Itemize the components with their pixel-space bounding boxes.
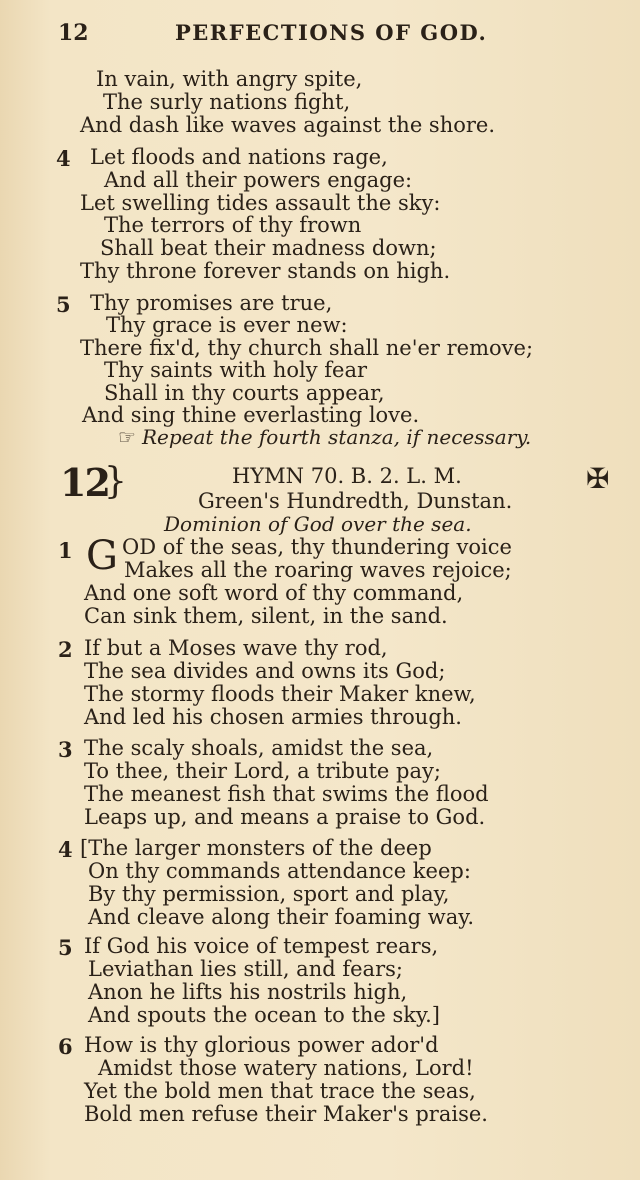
page-number: 12	[58, 20, 89, 46]
stanza-number: 5	[56, 292, 71, 317]
verse-line: On thy commands attendance keep:	[88, 859, 471, 883]
stanza-number: 3	[58, 737, 73, 762]
verse-line: Bold men refuse their Maker's praise.	[84, 1102, 488, 1126]
verse-line: OD of the seas, thy thundering voice	[122, 535, 512, 559]
page-header	[0, 20, 640, 50]
verse-line: In vain, with angry spite,	[96, 67, 363, 91]
verse-line: If but a Moses wave thy rod,	[84, 636, 388, 660]
verse-line: The terrors of thy frown	[104, 213, 362, 237]
pointing-hand-icon: ☞	[118, 425, 136, 449]
verse-line: Let swelling tides assault the sky:	[80, 191, 441, 215]
verse-line: And all their powers engage:	[104, 168, 413, 192]
verse-line: The scaly shoals, amidst the sea,	[84, 736, 434, 760]
brace-mark: }	[104, 461, 127, 502]
verse-line: How is thy glorious power ador'd	[84, 1033, 439, 1057]
verse-line: Amidst those watery nations, Lord!	[98, 1056, 474, 1080]
stanza-number: 5	[58, 935, 73, 960]
hymn-section-number: 12	[60, 460, 109, 505]
verse-line: [The larger monsters of the deep	[80, 836, 432, 860]
stanza-number: 6	[58, 1034, 73, 1059]
drop-cap: G	[86, 533, 118, 579]
verse-line: Shall in thy courts appear,	[104, 381, 385, 405]
repeat-note	[118, 425, 531, 449]
verse-line: Thy promises are true,	[90, 291, 333, 315]
verse-line: The meanest fish that swims the flood	[84, 782, 489, 806]
verse-line: Anon he lifts his nostrils high,	[88, 980, 408, 1004]
verse-line: Let floods and nations rage,	[90, 145, 388, 169]
verse-line: To thee, their Lord, a tribute pay;	[84, 759, 441, 783]
verse-line: By thy permission, sport and play,	[88, 882, 450, 906]
running-head: PERFECTIONS OF GOD.	[175, 20, 488, 45]
verse-line: Thy throne forever stands on high.	[80, 259, 451, 283]
verse-line: Makes all the roaring waves rejoice;	[124, 558, 512, 582]
verse-line: And one soft word of thy command,	[84, 581, 464, 605]
hymn-tunes: Green's Hundredth, Dunstan.	[198, 489, 513, 513]
verse-line: And spouts the ocean to the sky.]	[88, 1003, 440, 1027]
stanza-number: 4	[58, 837, 73, 862]
note-text: Repeat the fourth stanza, if necessary.	[141, 425, 532, 449]
verse-line: Leaps up, and means a praise to God.	[84, 805, 486, 829]
verse-line: The stormy floods their Maker knew,	[84, 682, 476, 706]
verse-line: Can sink them, silent, in the sand.	[84, 604, 448, 628]
verse-line: Leviathan lies still, and fears;	[88, 957, 403, 981]
stanza-number: 1	[58, 538, 73, 563]
verse-line: And dash like waves against the shore.	[80, 113, 496, 137]
stanza-number: 2	[58, 637, 73, 662]
verse-line: The surly nations fight,	[103, 90, 351, 114]
verse-line: Thy grace is ever new:	[106, 313, 348, 337]
stanza-number: 4	[56, 146, 71, 171]
hymn-title: HYMN 70. B. 2. L. M.	[232, 464, 462, 488]
verse-line: There fix'd, thy church shall ne'er remove;	[80, 336, 534, 360]
verse-line: If God his voice of tempest rears,	[84, 934, 439, 958]
verse-line: Thy saints with holy fear	[104, 358, 368, 382]
verse-line: Shall beat their madness down;	[100, 236, 437, 260]
verse-line: And led his chosen armies through.	[84, 705, 462, 729]
verse-line: The sea divides and owns its God;	[84, 659, 446, 683]
verse-line: And cleave along their foaming way.	[88, 905, 474, 929]
verse-line: Yet the bold men that trace the seas,	[84, 1079, 476, 1103]
hymn-subject: Dominion of God over the sea.	[164, 512, 472, 536]
ornament-icon: ✠	[586, 462, 610, 495]
verse-line: And sing thine everlasting love.	[82, 403, 420, 427]
hymn-header	[0, 460, 640, 536]
